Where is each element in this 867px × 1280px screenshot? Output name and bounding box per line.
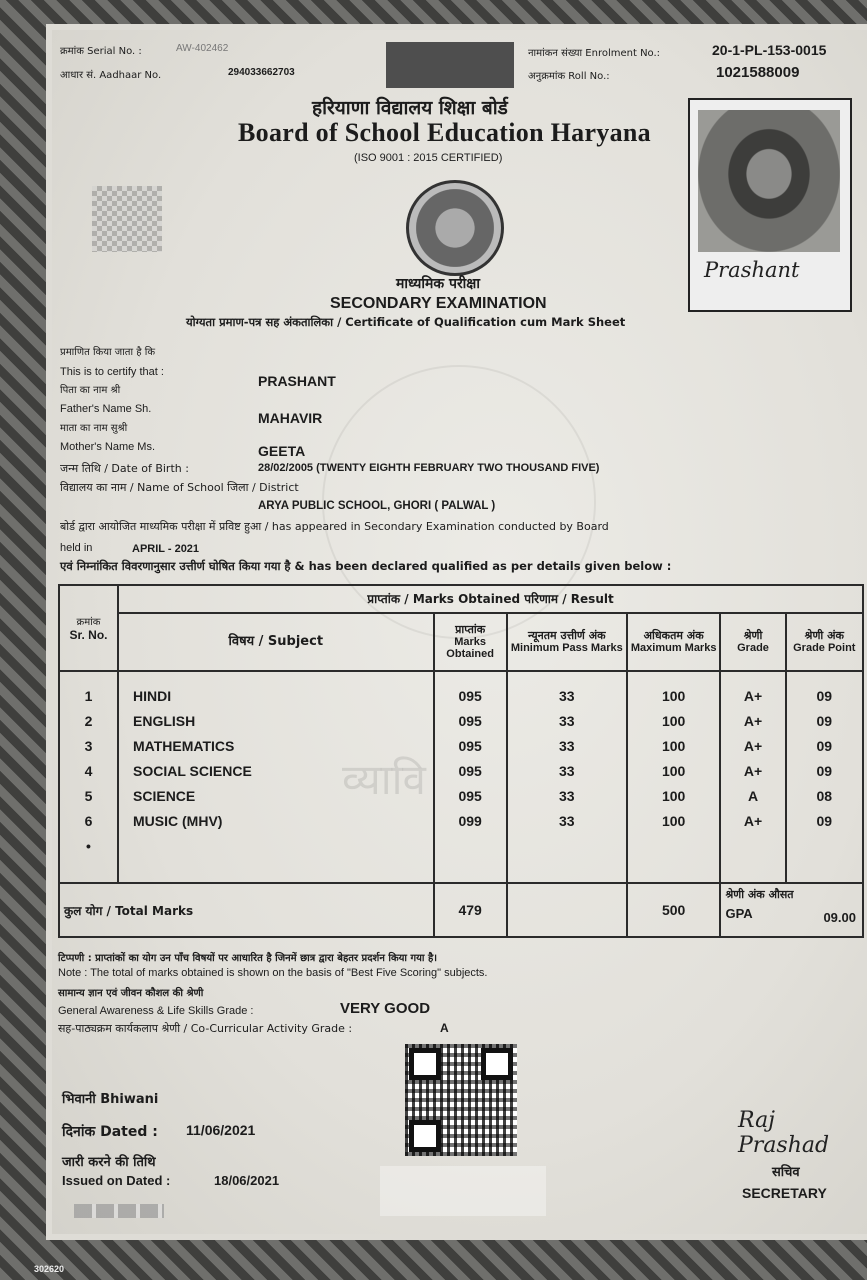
table-row-sr: 1: [84, 688, 93, 704]
table-row-gp: 08: [816, 788, 833, 804]
table-row-sr: 2: [84, 713, 93, 729]
table-row-grade: A: [747, 788, 759, 804]
certificate-title: योग्यता प्रमाण-पत्र सह अंकतालिका / Certificate of Qualification cum Mark Sheet: [186, 315, 626, 329]
table-row-subject: ENGLISH: [133, 713, 196, 729]
table-row-grade: A+: [743, 713, 763, 729]
total-max-marks: 500: [627, 883, 721, 937]
table-row-max: 100: [661, 738, 686, 754]
qr-code: [405, 1044, 517, 1156]
table-row-max: 100: [661, 713, 686, 729]
table-row-marks: 095: [458, 788, 482, 804]
note-hindi: टिप्पणी : प्राप्तांकों का योग उन पाँच विषयों पर आधारित है जिनमें छात्र द्वारा बेहतर प्रदर्शन किया गया है।: [58, 953, 438, 964]
issued-hindi: जारी करने की तिथि: [62, 1155, 156, 1170]
table-row-sr: 3: [84, 738, 93, 754]
mother-label: Mother's Name Ms.: [60, 441, 156, 453]
gpa-cell: [720, 883, 863, 937]
grade-header: [720, 613, 785, 671]
serial-number: AW-402462: [176, 43, 229, 54]
date-of-birth: 28/02/2005 (TWENTY EIGHTH FEBRUARY TWO THOUSAND FIVE): [258, 462, 600, 474]
mother-hindi: माता का नाम सुश्री: [60, 423, 128, 434]
table-row-grade: A+: [743, 688, 763, 704]
cocurricular-grade: A: [440, 1021, 449, 1035]
gp-header-hindi: श्रेणी अंक: [804, 629, 844, 642]
watermark-text: व्यावि: [342, 755, 426, 804]
table-row-bullet: •: [86, 838, 91, 854]
secretary-signature: Raj Prashad: [738, 1108, 830, 1158]
table-row-subject: MATHEMATICS: [133, 738, 235, 754]
gp-header-english: Grade Point: [793, 642, 856, 654]
candidate-photo-frame: [688, 98, 852, 312]
table-row-max: 100: [661, 788, 686, 804]
exam-name-hindi: माध्यमिक परीक्षा: [396, 276, 480, 292]
table-row-gp: 09: [816, 813, 833, 829]
grade-header-english: Grade: [737, 642, 769, 654]
father-label: Father's Name Sh.: [60, 403, 152, 415]
marks-table: [58, 584, 864, 938]
roll-number: 1021588009: [716, 64, 800, 81]
table-row-subject: SCIENCE: [133, 788, 196, 804]
father-hindi: पिता का नाम श्री: [60, 385, 121, 396]
sr-no-column: [59, 671, 118, 883]
note-english: Note : The total of marks obtained is shown on the basis of "Best Five Scoring" subjects.: [58, 967, 488, 979]
max-marks-header: [627, 613, 721, 671]
awareness-hindi: सामान्य ज्ञान एवं जीवन कौशल की श्रेणी: [58, 988, 204, 999]
max-marks-column: [627, 671, 721, 883]
bottom-code: 302620: [34, 1264, 65, 1274]
held-in: APRIL - 2021: [132, 543, 200, 555]
candidate-photo: [698, 110, 840, 252]
marks-column: [434, 671, 507, 883]
enrolment-label: नामांकन संख्या Enrolment No.:: [528, 48, 661, 59]
table-row-sr: 5: [84, 788, 93, 804]
qualified-text: एवं निम्नांकित विवरणानुसार उत्तीर्ण घोषित किया गया है & has been declared qualified as per details given below :: [60, 559, 672, 573]
enrolment-number: 20-1-PL-153-0015: [712, 42, 827, 58]
printed-strip: [74, 1204, 164, 1218]
sr-no-header-hindi: क्रमांक: [76, 617, 101, 628]
iso-certification: (ISO 9001 : 2015 CERTIFIED): [354, 152, 503, 164]
table-row-grade: A+: [743, 763, 763, 779]
table-row-subject: SOCIAL SCIENCE: [133, 763, 252, 779]
candidate-name: PRASHANT: [258, 373, 336, 389]
gpa-value: 09.00: [823, 910, 856, 925]
grade-point-header: [786, 613, 863, 671]
subject-header: विषय / Subject: [118, 613, 433, 671]
total-marks-label: कुल योग / Total Marks: [59, 883, 434, 937]
table-row-gp: 09: [816, 713, 833, 729]
table-row-marks: 095: [458, 738, 482, 754]
awareness-label: General Awareness & Life Skills Grade :: [58, 1005, 254, 1017]
table-row-min: 33: [559, 713, 575, 729]
max-header-english: Maximum Marks: [630, 642, 717, 654]
secretary-title: SECRETARY: [742, 1185, 827, 1201]
appeared-text: बोर्ड द्वारा आयोजित माध्यमिक परीक्षा में प्रविष्ट हुआ / has appeared in Secondary Examination conducted by Board: [60, 520, 609, 533]
issued-label: Issued on Dated :: [62, 1173, 171, 1188]
redacted-block: [386, 42, 514, 88]
board-name-english: Board of School Education Haryana: [238, 118, 651, 147]
table-row-subject: MUSIC (MHV): [133, 813, 223, 829]
serial-label: क्रमांक Serial No. :: [60, 46, 142, 57]
cocurricular-label: सह-पाठ्यक्रम कार्यकलाप श्रेणी / Co-Curricular Activity Grade :: [58, 1022, 353, 1035]
aadhaar-number: 294033662703: [228, 67, 295, 78]
qr-corner-marker: [409, 1120, 441, 1152]
table-row-marks: 099: [458, 813, 482, 829]
sr-no-header-english: Sr. No.: [69, 628, 108, 642]
table-row-max: 100: [661, 813, 686, 829]
mother-name: GEETA: [258, 443, 306, 459]
table-row-min: 33: [559, 788, 575, 804]
dob-label: जन्म तिथि / Date of Birth :: [60, 462, 189, 475]
table-row-sr: 6: [84, 813, 93, 829]
dated-value: 11/06/2021: [186, 1122, 256, 1138]
min-header-english: Minimum Pass Marks: [510, 642, 623, 654]
aadhaar-label: आधार सं. Aadhaar No.: [60, 70, 162, 81]
marks-header-english: Marks Obtained: [446, 636, 494, 660]
table-row-gp: 09: [816, 738, 833, 754]
table-row-max: 100: [661, 688, 686, 704]
min-pass-column: [507, 671, 627, 883]
faded-qr-code: [92, 186, 162, 252]
table-row-subject: HINDI: [133, 688, 172, 704]
dated-label: दिनांक Dated :: [62, 1124, 158, 1140]
school-label: विद्यालय का नाम / Name of School जिला / District: [60, 481, 299, 494]
table-row-marks: 095: [458, 688, 482, 704]
table-row-gp: 09: [816, 688, 833, 704]
total-marks: 479: [434, 883, 507, 937]
issued-date: 18/06/2021: [214, 1173, 280, 1188]
certify-hindi: प्रमाणित किया जाता है कि: [60, 347, 156, 358]
roll-label: अनुक्रमांक Roll No.:: [528, 71, 610, 82]
gpa-label: GPA: [725, 906, 753, 921]
exam-name-english: SECONDARY EXAMINATION: [330, 295, 547, 312]
min-header-hindi: न्यूनतम उत्तीर्ण अंक: [528, 629, 606, 642]
marks-header-hindi: प्राप्तांक: [455, 623, 486, 636]
table-row-gp: 09: [816, 763, 833, 779]
table-row-min: 33: [559, 813, 575, 829]
table-top-header: प्राप्तांक / Marks Obtained परिणाम / Result: [118, 585, 863, 613]
secretary-hindi: सचिव: [772, 1165, 800, 1180]
table-row-min: 33: [559, 688, 575, 704]
grade-point-column: [786, 671, 863, 883]
table-row-min: 33: [559, 763, 575, 779]
marks-obtained-header: [434, 613, 507, 671]
candidate-signature: Prashant: [704, 258, 800, 282]
sr-no-header: [59, 585, 118, 671]
certify-label: This is to certify that :: [60, 366, 164, 378]
empty-cell: [507, 883, 627, 937]
table-row-sr: 4: [84, 763, 93, 779]
max-header-hindi: अधिकतम अंक: [643, 629, 704, 642]
board-name-hindi: हरियाणा विद्यालय शिक्षा बोर्ड: [312, 97, 508, 119]
held-label: held in: [60, 542, 93, 554]
gpa-hindi: श्रेणी अंक औसत: [725, 888, 794, 901]
min-pass-header: [507, 613, 627, 671]
grade-column: [720, 671, 785, 883]
table-row-min: 33: [559, 738, 575, 754]
father-name: MAHAVIR: [258, 410, 323, 426]
table-row-grade: A+: [743, 738, 763, 754]
qr-corner-marker: [409, 1048, 441, 1080]
table-row-marks: 095: [458, 713, 482, 729]
table-row-max: 100: [661, 763, 686, 779]
board-emblem-icon: [406, 180, 504, 276]
awareness-grade: VERY GOOD: [340, 1000, 431, 1017]
school-name: ARYA PUBLIC SCHOOL, GHORI ( PALWAL ): [258, 500, 496, 512]
table-row-grade: A+: [743, 813, 763, 829]
grade-header-hindi: श्रेणी: [743, 629, 763, 642]
table-row-marks: 095: [458, 763, 482, 779]
issuing-place: भिवानी Bhiwani: [62, 1092, 159, 1107]
subject-column: [118, 671, 433, 883]
faded-band: [380, 1166, 546, 1216]
qr-corner-marker: [481, 1048, 513, 1080]
